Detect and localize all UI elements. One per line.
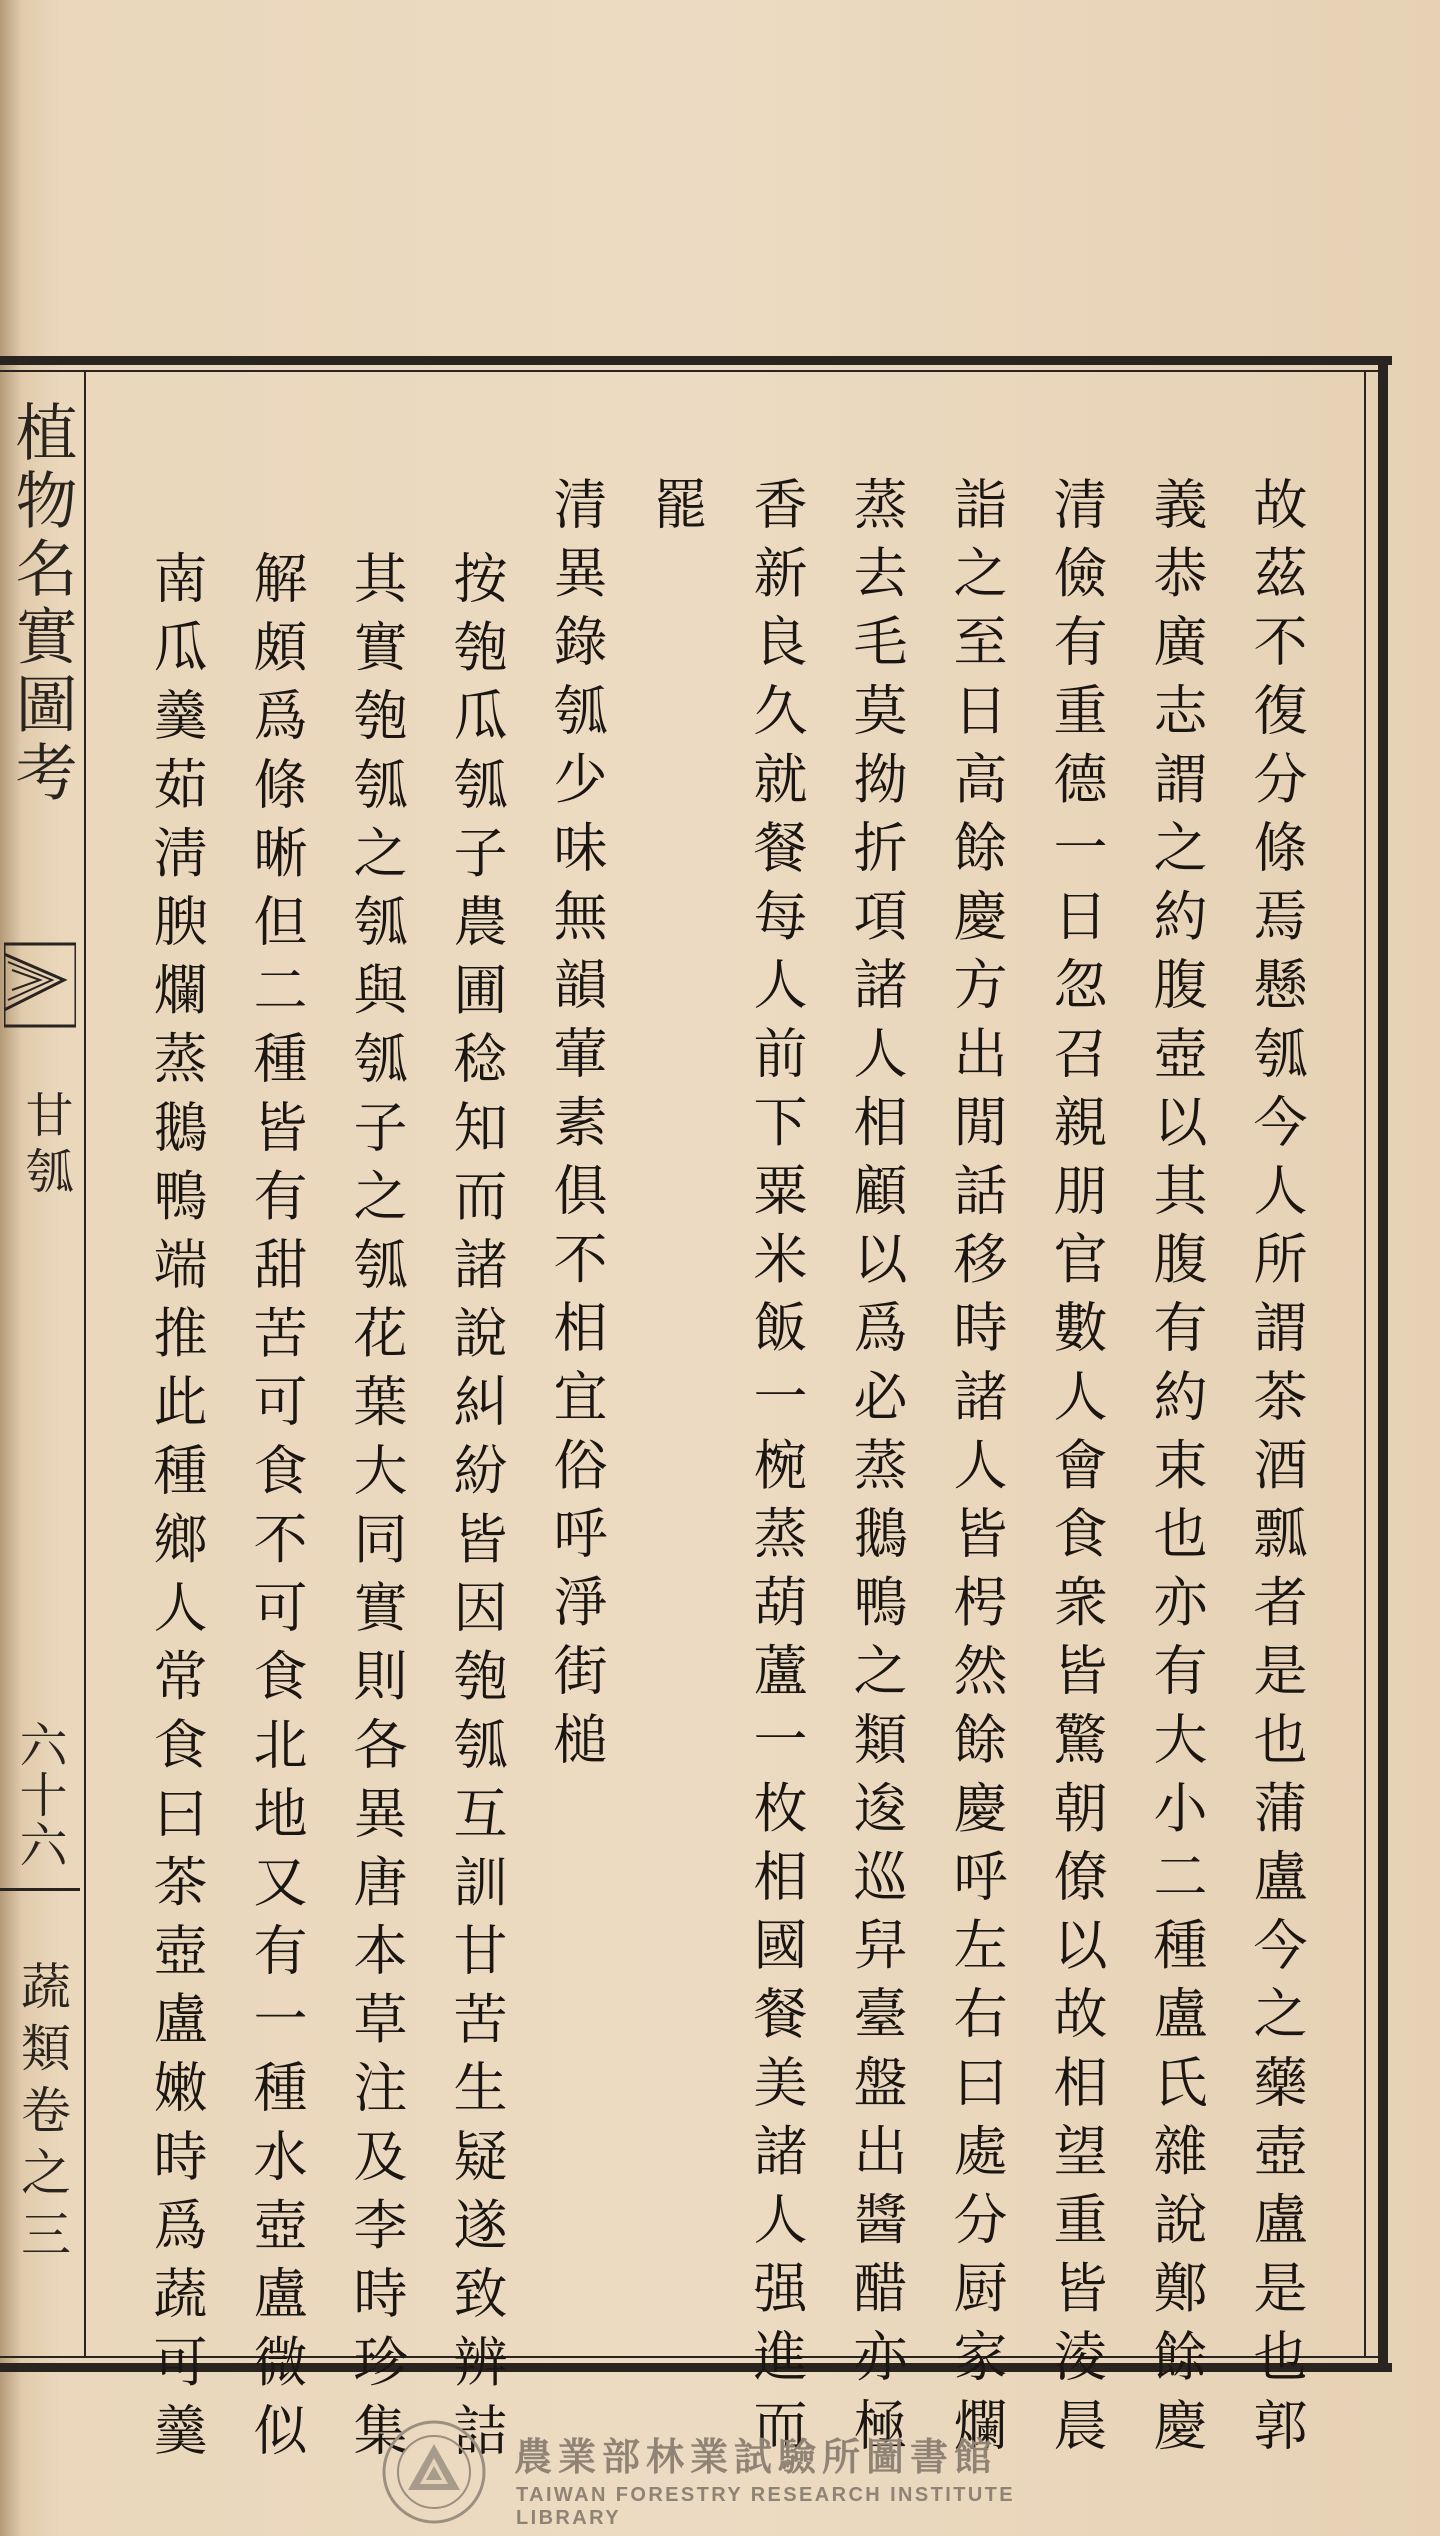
text-column-4: 詣之至日高餘慶方出閒話移時諸人皆枵然餘慶呼左右曰處分厨家爛 xyxy=(945,476,1008,2466)
fish-tail-ornament-icon xyxy=(4,940,76,1030)
text-column-6: 香新良久就餐每人前下粟米飯一椀蒸葫蘆一枚相國餐美諸人强進而 xyxy=(745,476,808,2466)
frame-top-thin-rule xyxy=(0,370,1388,372)
text-column-10: 其實匏瓠之瓠與瓠子之瓠花葉大同實則各異唐本草注及李時珍集 xyxy=(345,550,408,2471)
library-seal-icon xyxy=(380,2418,488,2526)
text-column-3: 清儉有重德一日忽召親朋官數人會食衆皆驚朝僚以故相望重皆淩晨 xyxy=(1045,476,1108,2466)
page-number: 六十六 xyxy=(11,1720,67,1870)
margin-divider xyxy=(0,1888,80,1891)
library-name-english: TAIWAN FORESTRY RESEARCH INSTITUTE LIBRARY xyxy=(516,2484,1016,2529)
frame-right-thin-rule xyxy=(1364,370,1366,2358)
frame-margin-divider-rule xyxy=(84,370,86,2358)
text-column-11: 解頗爲條晰但二種皆有甜苦可食不可食北地又有一種水壺盧微似 xyxy=(245,550,308,2471)
library-name: 農業部林業試驗所圖書館 xyxy=(514,2435,999,2479)
entry-name: 甘瓠 xyxy=(17,1090,73,1202)
frame-right-thick-rule xyxy=(1378,356,1388,2372)
volume-label: 蔬類卷之三 xyxy=(13,1960,71,2270)
text-column-9: 按匏瓜瓠子農圃稔知而諸說糾紛皆因匏瓠互訓甘苦生疑遂致辨詰 xyxy=(445,550,508,2471)
text-column-5: 蒸去毛莫拗折項諸人相顧以爲必蒸鵝鴨之類逡巡舁臺盤出醬醋亦極 xyxy=(845,476,908,2466)
frame-top-thick-rule xyxy=(0,356,1392,365)
text-column-8: 清異錄瓠少味無韻葷素俱不相宜俗呼淨街槌 xyxy=(545,476,608,1780)
text-column-2: 義恭廣志謂之約腹壺以其腹有約束也亦有大小二種盧氏雜說鄭餘慶 xyxy=(1145,476,1208,2466)
text-column-1: 故茲不復分條焉懸瓠今人所謂茶酒瓢者是也蒲盧今之藥壺盧是也郭 xyxy=(1245,476,1308,2466)
library-stamp xyxy=(380,2418,1080,2528)
text-column-7: 罷 xyxy=(645,476,708,545)
text-column-12: 南瓜羹茹淸腴爛蒸鵝鴨端推此種鄉人常食曰茶壺盧嫩時爲蔬可羹 xyxy=(145,550,208,2471)
book-title: 植物名實圖考 xyxy=(5,400,78,808)
